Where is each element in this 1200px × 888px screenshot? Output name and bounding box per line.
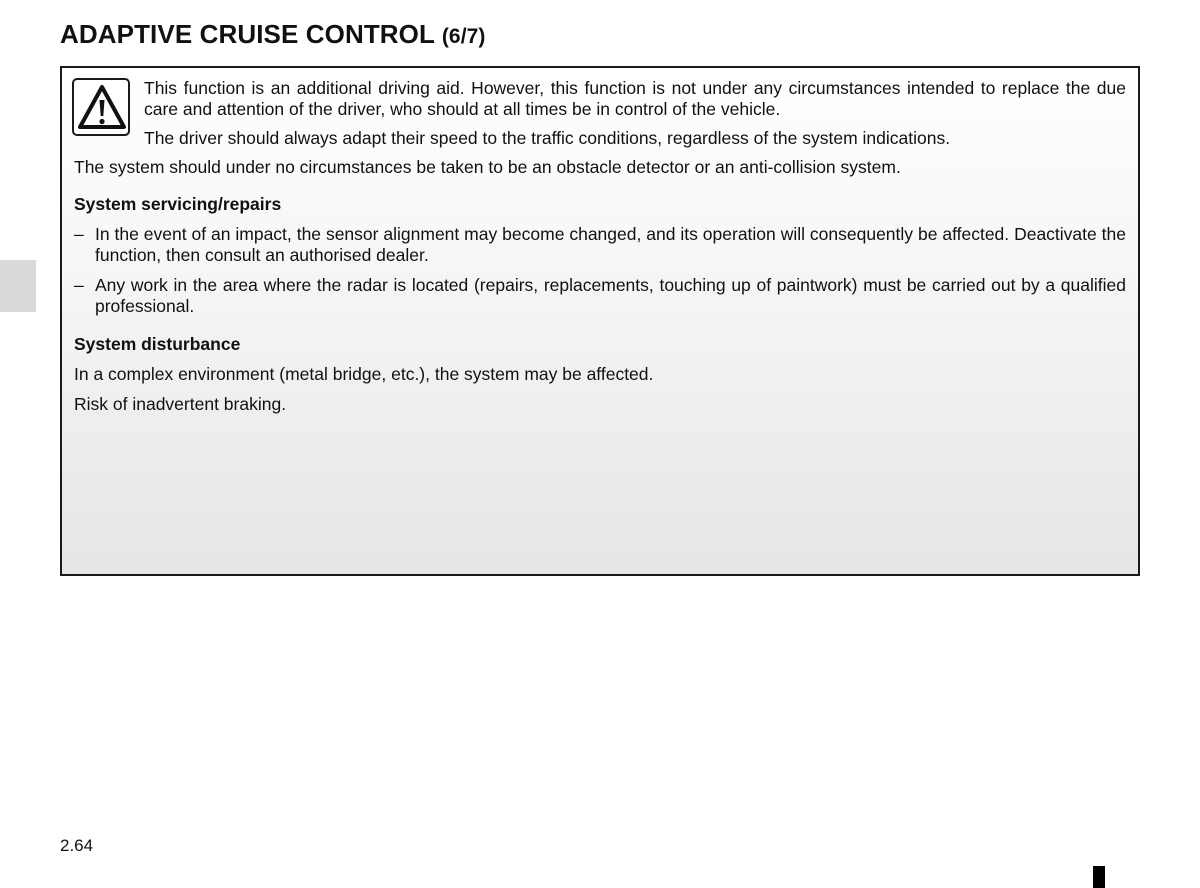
warning-box — [60, 66, 1140, 576]
page-edge-marker — [1093, 866, 1105, 888]
servicing-item-text: In the event of an impact, the sensor alignment may become changed, and its operation will consequently be affected. Deactivate the function, then consult an authorised dealer. — [95, 224, 1126, 265]
dash-bullet: – — [74, 224, 84, 244]
servicing-item-text: Any work in the area where the radar is located (repairs, replacements, touching up of paintwork) must be carried out by a qualified professional. — [95, 275, 1126, 316]
warning-intro-2: The driver should always adapt their speed to the traffic conditions, regardless of the system indications. — [144, 128, 951, 148]
obstacle-note: The system should under no circumstances be taken to be an obstacle detector or an anti-collision system. — [74, 157, 901, 177]
servicing-item — [74, 275, 1126, 317]
servicing-heading: System servicing/repairs — [74, 194, 282, 214]
disturbance-line: In a complex environment (metal bridge, etc.), the system may be affected. — [74, 364, 654, 384]
page-number: 2.64 — [60, 836, 94, 855]
chapter-tab — [0, 260, 36, 312]
dash-bullet: – — [74, 275, 84, 295]
page-title — [60, 18, 486, 53]
disturbance-heading: System disturbance — [74, 334, 241, 354]
title-text: ADAPTIVE CRUISE CONTROL — [60, 19, 435, 49]
warning-intro-1: This function is an additional driving aid. However, this function is not under any circumstances intended to replace the due care and attention of the driver, who should at all times be in control of the vehicle. — [144, 78, 1126, 119]
servicing-item — [74, 224, 1126, 266]
title-part: (6/7) — [441, 25, 486, 48]
braking-risk-line: Risk of inadvertent braking. — [74, 394, 287, 414]
warning-content — [74, 78, 1126, 431]
